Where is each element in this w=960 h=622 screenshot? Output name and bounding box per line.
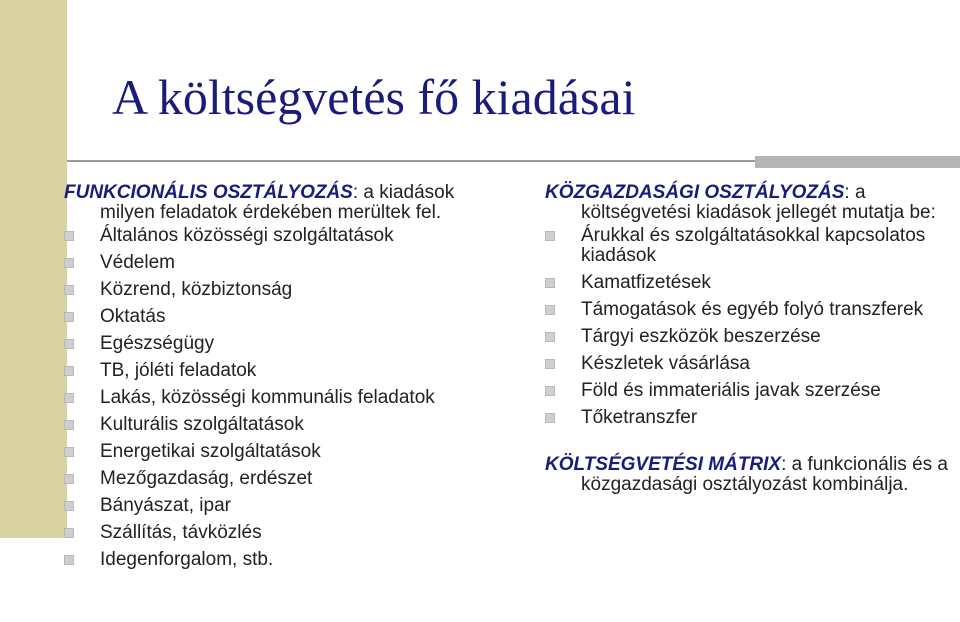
list-item-text: Lakás, közösségi kommunális feladatok xyxy=(100,387,435,408)
list-item xyxy=(64,334,484,354)
functional-classification-description: : a kiadások milyen feladatok érdekében merültek fel. xyxy=(100,182,455,223)
square-bullet-icon xyxy=(64,420,74,430)
economic-classification-column xyxy=(545,183,955,498)
list-item xyxy=(64,442,484,462)
title-divider-accent xyxy=(755,156,960,168)
square-bullet-icon xyxy=(545,386,555,396)
list-item xyxy=(64,361,484,381)
list-item-text: Bányászat, ipar xyxy=(100,495,231,516)
list-item-text: Védelem xyxy=(100,252,175,273)
list-item-text: TB, jóléti feladatok xyxy=(100,360,257,381)
square-bullet-icon xyxy=(545,332,555,342)
list-item-text: Idegenforgalom, stb. xyxy=(100,549,274,570)
budget-matrix-intro xyxy=(545,455,955,494)
square-bullet-icon xyxy=(64,258,74,268)
budget-matrix-keyword: KÖLTSÉGVETÉSI MÁTRIX xyxy=(545,454,782,475)
economic-classification-keyword: KÖZGAZDASÁGI OSZTÁLYOZÁS xyxy=(545,182,845,203)
economic-classification-description: : a költségvetési kiadások jellegét mutatja be: xyxy=(581,182,936,223)
square-bullet-icon xyxy=(64,501,74,511)
list-item xyxy=(64,523,484,543)
list-item xyxy=(545,381,955,401)
list-item xyxy=(64,307,484,327)
economic-classification-intro xyxy=(545,183,955,222)
list-item-text: Készletek vásárlása xyxy=(581,352,750,374)
list-item-text: Tárgyi eszközök beszerzése xyxy=(581,325,821,347)
functional-classification-intro xyxy=(64,183,484,222)
list-item xyxy=(64,280,484,300)
list-item-text: Kamatfizetések xyxy=(581,271,711,293)
list-item xyxy=(545,226,955,265)
economic-classification-list xyxy=(545,226,955,427)
functional-classification-column xyxy=(64,183,484,570)
list-item xyxy=(64,253,484,273)
list-item xyxy=(64,388,484,408)
list-item xyxy=(64,226,484,246)
list-item-text: Mezőgazdaság, erdészet xyxy=(100,468,313,489)
square-bullet-icon xyxy=(64,366,74,376)
decorative-side-bar xyxy=(0,0,67,538)
square-bullet-icon xyxy=(64,528,74,538)
square-bullet-icon xyxy=(64,285,74,295)
list-item xyxy=(64,415,484,435)
functional-classification-keyword: FUNKCIONÁLIS OSZTÁLYOZÁS xyxy=(64,182,353,203)
square-bullet-icon xyxy=(64,339,74,349)
square-bullet-icon xyxy=(545,305,555,315)
list-item-text: Kulturális szolgáltatások xyxy=(100,414,304,435)
list-item-text: Oktatás xyxy=(100,306,166,327)
square-bullet-icon xyxy=(64,474,74,484)
list-item-text: Szállítás, távközlés xyxy=(100,522,262,543)
list-item-text: Általános közösségi szolgáltatások xyxy=(100,225,394,246)
list-item-text: Föld és immateriális javak szerzése xyxy=(581,379,881,401)
slide-title: A költségvetés fő kiadásai xyxy=(112,69,636,125)
list-item-text: Energetikai szolgáltatások xyxy=(100,441,321,462)
list-item xyxy=(64,469,484,489)
list-item-text: Tőketranszfer xyxy=(581,406,698,428)
list-item-text: Támogatások és egyéb folyó transzferek xyxy=(581,298,924,320)
square-bullet-icon xyxy=(545,278,555,288)
square-bullet-icon xyxy=(545,231,555,241)
list-item xyxy=(545,354,955,374)
list-item xyxy=(545,327,955,347)
list-item xyxy=(545,300,955,320)
list-item-text: Árukkal és szolgáltatásokkal kapcsolatos kiadások xyxy=(581,225,926,266)
square-bullet-icon xyxy=(545,359,555,369)
list-item-text: Közrend, közbiztonság xyxy=(100,279,293,300)
list-item-text: Egészségügy xyxy=(100,333,215,354)
square-bullet-icon xyxy=(64,231,74,241)
square-bullet-icon xyxy=(64,312,74,322)
list-item xyxy=(545,273,955,293)
square-bullet-icon xyxy=(64,393,74,403)
square-bullet-icon xyxy=(545,413,555,423)
list-item xyxy=(64,496,484,516)
list-item xyxy=(64,550,484,570)
functional-classification-list xyxy=(64,226,484,570)
budget-matrix-description: : a funkcionális és a közgazdasági osztályozást kombinálja. xyxy=(581,454,948,495)
square-bullet-icon xyxy=(64,447,74,457)
list-item xyxy=(545,408,955,428)
square-bullet-icon xyxy=(64,555,74,565)
